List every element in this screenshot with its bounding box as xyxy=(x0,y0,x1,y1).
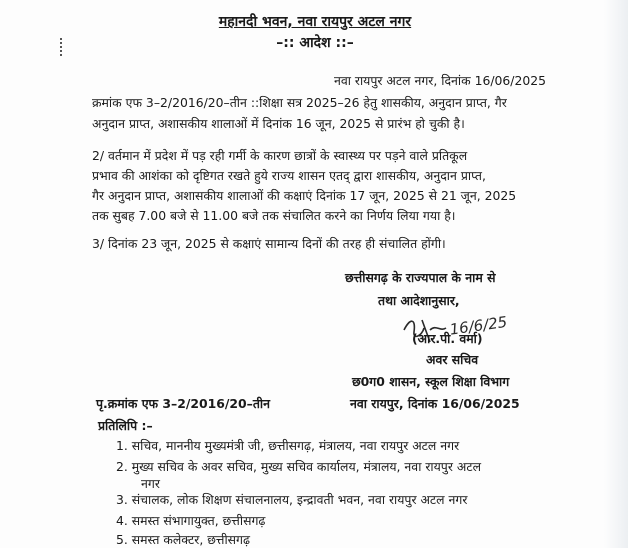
office-heading: महानदी भवन, नवा रायपुर अटल नगर xyxy=(218,14,412,30)
margin-mark xyxy=(60,38,64,56)
copy-item-5: 5. समस्त कलेक्टर, छत्तीसगढ़ xyxy=(116,532,251,547)
authority-line1: छत्तीसगढ़ के राज्यपाल के नाम से xyxy=(345,270,496,285)
signature-date: 16/6/25 xyxy=(448,312,509,339)
signatory-designation: अवर सचिव xyxy=(426,352,479,367)
place-date: नवा रायपुर अटल नगर, दिनांक 16/06/2025 xyxy=(333,73,546,88)
signatory-department: छ0ग0 शासन, स्कूल शिक्षा विभाग xyxy=(352,374,510,389)
para2-line2: प्रभाव की आशंका को दृष्टिगत रखते हुये राज्य शासन एतद् द्वारा शासकीय, अनुदान प्राप्त, xyxy=(92,168,486,183)
endorsement-number: पृ.क्रमांक एफ 3–2/2016/20–तीन xyxy=(96,396,270,411)
paper-edge-shadow xyxy=(604,0,628,548)
para1-line2: अनुदान प्राप्त, अशासकीय शालाओं में दिनांक 16 जून, 2025 से प्रारंभ हो चुकी है। xyxy=(92,116,465,131)
copy-item-2: 2. मुख्य सचिव के अवर सचिव, मुख्य सचिव कार्यालय, मंत्रालय, नवा रायपुर अटल xyxy=(116,459,481,474)
para2-line3: गैर अनुदान प्राप्त, अशासकीय शालाओं की कक्षाएं दिनांक 17 जून, 2025 से 21 जून, 2025 xyxy=(92,188,517,203)
copy-item-4: 4. समस्त संभागायुक्त, छत्तीसगढ़ xyxy=(116,513,266,528)
order-title: –:: आदेश ::– xyxy=(276,35,354,51)
para2-line4: तक सुबह 7.00 बजे से 11.00 बजे तक संचालित करने का निर्णय लिया गया है। xyxy=(92,208,456,223)
copy-label: प्रतिलिपि :– xyxy=(98,418,153,433)
copy-item-1: 1. सचिव, माननीय मुख्यमंत्री जी, छत्तीसगढ़, मंत्रालय, नवा रायपुर अटल नगर xyxy=(116,438,460,453)
authority-line2: तथा आदेशानुसार, xyxy=(378,293,460,308)
endorsement-place-date: नवा रायपुर, दिनांक 16/06/2025 xyxy=(350,396,520,411)
para1-line1: क्रमांक एफ 3–2/2016/20–तीन ::शिक्षा सत्र 2025–26 हेतु शासकीय, अनुदान प्राप्त, गैर xyxy=(92,95,507,110)
signatory-name: (आर.पी. वर्मा) xyxy=(412,331,483,346)
para3: 3/ दिनांक 23 जून, 2025 से कक्षाएं सामान्य दिनों की तरह ही संचालित होंगी। xyxy=(92,236,446,251)
copy-item-2-cont: नगर xyxy=(141,476,160,491)
para2-line1: 2/ वर्तमान में प्रदेश में पड़ रही गर्मी के कारण छात्रों के स्वास्थ्य पर पड़ने वाले प्रतिकूल xyxy=(92,148,468,163)
copy-item-3: 3. संचालक, लोक शिक्षण संचालनालय, इन्द्रावती भवन, नवा रायपुर अटल नगर xyxy=(116,492,468,507)
